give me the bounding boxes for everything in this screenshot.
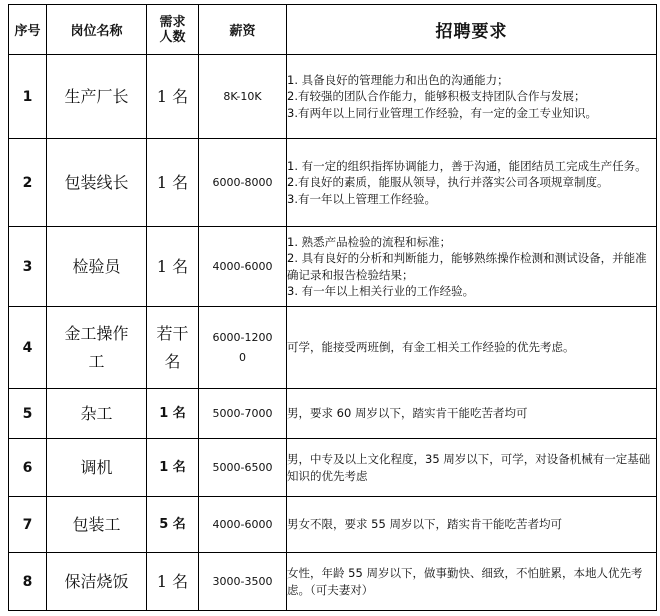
position-title: 金工操作工 — [47, 307, 147, 389]
salary: 6000-12000 — [199, 307, 287, 389]
requirements — [287, 227, 657, 307]
requirements — [287, 439, 657, 497]
row-index: 7 — [9, 497, 47, 553]
requirement-line: 3.有一年以上管理工作经验。 — [287, 191, 436, 206]
position-title: 包装工 — [47, 497, 147, 553]
table-row — [9, 307, 657, 389]
header-requirements: 招聘要求 — [287, 5, 657, 55]
requirement-line: 女性，年龄 55 周岁以下，做事勤快、细致，不怕脏累，本地人优先考虑。（可夫妻对） — [287, 566, 643, 597]
requirements — [287, 139, 657, 227]
headcount: 若干名 — [147, 307, 199, 389]
header-row — [9, 5, 657, 55]
requirements — [287, 307, 657, 389]
salary: 8K-10K — [199, 55, 287, 139]
position-title: 保洁烧饭 — [47, 553, 147, 611]
requirement-line: 3. 有一年以上相关行业的工作经验。 — [287, 284, 475, 298]
salary: 5000-7000 — [199, 389, 287, 439]
requirement-line: 1. 熟悉产品检验的流程和标准； — [287, 234, 452, 249]
header-index: 序号 — [9, 5, 47, 55]
headcount: 1 名 — [147, 227, 199, 307]
row-index: 4 — [9, 307, 47, 389]
table-row — [9, 227, 657, 307]
requirement-line: 可学，能接受两班倒，有金工相关工作经验的优先考虑。 — [287, 340, 575, 355]
headcount: 1 名 — [147, 389, 199, 439]
table-row — [9, 55, 657, 139]
headcount: 1 名 — [147, 139, 199, 227]
requirement-line: 2.有较强的团队合作能力，能够积极支持团队合作与发展； — [287, 89, 586, 104]
recruitment-table — [8, 4, 657, 611]
row-index: 1 — [9, 55, 47, 139]
requirement-line: 男女不限，要求 55 周岁以下，踏实肯干能吃苦者均可 — [287, 517, 562, 532]
row-index: 6 — [9, 439, 47, 497]
requirements — [287, 497, 657, 553]
position-title: 调机 — [47, 439, 147, 497]
salary: 3000-3500 — [199, 553, 287, 611]
position-title: 杂工 — [47, 389, 147, 439]
row-index: 2 — [9, 139, 47, 227]
salary: 5000-6500 — [199, 439, 287, 497]
header-salary: 薪资 — [199, 5, 287, 55]
table-row — [9, 497, 657, 553]
headcount: 1 名 — [147, 439, 199, 497]
requirement-line: 3.有两年以上同行业管理工作经验，有一定的金工专业知识。 — [287, 105, 597, 120]
header-count: 需求人数 — [147, 5, 199, 55]
position-title: 生产厂长 — [47, 55, 147, 139]
row-index: 8 — [9, 553, 47, 611]
headcount: 1 名 — [147, 553, 199, 611]
requirements — [287, 55, 657, 139]
headcount: 1 名 — [147, 55, 199, 139]
requirement-line: 2.有良好的素质，能服从领导，执行并落实公司各项规章制度。 — [287, 175, 609, 190]
requirement-line: 2. 具有良好的分析和判断能力，能够熟练操作检测和测试设备，并能准确记录和报告检验结果； — [287, 251, 647, 282]
requirements — [287, 389, 657, 439]
table-row — [9, 389, 657, 439]
table-row — [9, 553, 657, 611]
headcount: 5 名 — [147, 497, 199, 553]
salary: 4000-6000 — [199, 227, 287, 307]
header-position: 岗位名称 — [47, 5, 147, 55]
requirement-line: 1. 有一定的组织指挥协调能力，善于沟通，能团结员工完成生产任务。 — [287, 158, 647, 173]
requirement-line: 男，中专及以上文化程度，35 周岁以下，可学，对设备机械有一定基础知识的优先考虑 — [287, 452, 651, 483]
salary: 6000-8000 — [199, 139, 287, 227]
table-row — [9, 139, 657, 227]
requirement-line: 男，要求 60 周岁以下，踏实肯干能吃苦者均可 — [287, 406, 528, 421]
row-index: 5 — [9, 389, 47, 439]
position-title: 检验员 — [47, 227, 147, 307]
position-title: 包装线长 — [47, 139, 147, 227]
salary: 4000-6000 — [199, 497, 287, 553]
requirement-line: 1. 具备良好的管理能力和出色的沟通能力； — [287, 72, 509, 87]
row-index: 3 — [9, 227, 47, 307]
requirements — [287, 553, 657, 611]
table-row — [9, 439, 657, 497]
